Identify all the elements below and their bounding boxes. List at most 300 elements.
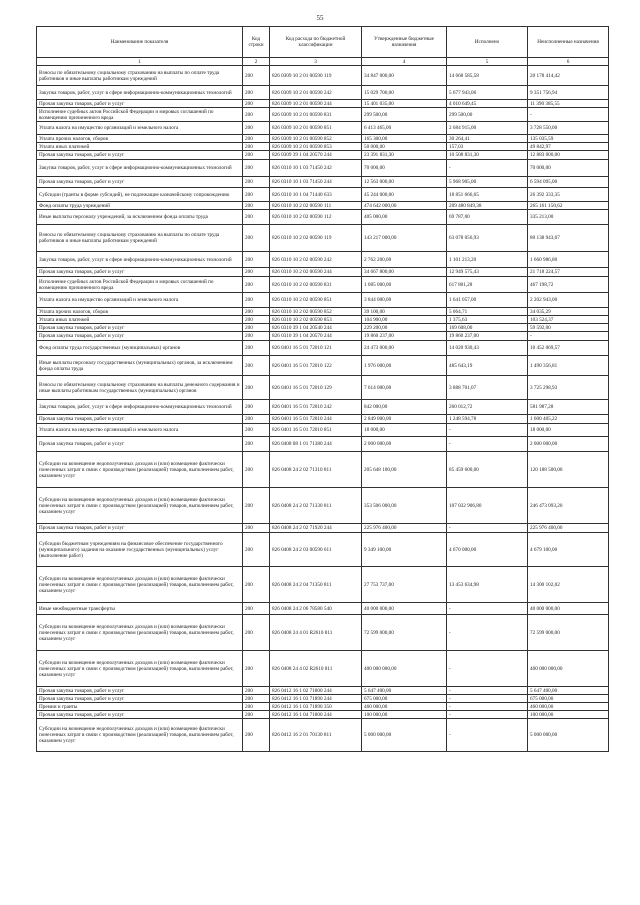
row-executed-cell: - xyxy=(447,687,528,695)
row-classification-cell: 826 0408 24 4 01 R2610 811 xyxy=(270,615,362,651)
row-name-cell: Фонд оплаты труда учреждений xyxy=(37,202,243,210)
row-name-cell: Закупка товаров, работ, услуг в сфере информационно-коммуникационных технологий xyxy=(37,160,243,177)
row-executed-cell: 85 459 600,00 xyxy=(447,452,528,488)
page-number: 55 xyxy=(316,14,324,22)
table-row xyxy=(37,316,609,324)
row-code-cell: 200 xyxy=(243,488,270,524)
row-name-cell: Субсидии на возмещение недополученных доходов и (или) возмещение фактически понесенных затрат в связи с производством (реализацией) товаров, выполнением работ, оказанием услуг xyxy=(37,651,243,687)
row-approved-cell: 2 000 000,00 xyxy=(362,437,447,452)
table-row xyxy=(37,108,609,122)
table-row xyxy=(37,341,609,356)
row-executed-cell: 260 012,72 xyxy=(447,400,528,415)
row-code-cell: 200 xyxy=(243,356,270,376)
row-executed-cell: - xyxy=(447,695,528,703)
table-row xyxy=(37,687,609,695)
table-row xyxy=(37,603,609,615)
row-remaining-cell: 11 390 385,55 xyxy=(528,100,609,108)
row-code-cell: 200 xyxy=(243,268,270,277)
row-name-cell: Прочая закупка товаров, работ и услуг xyxy=(37,268,243,277)
row-name-cell: Субсидии на возмещение недополученных доходов и (или) возмещение фактически понесенных затрат в связи с производством (реализацией) товаров, выполнением работ, оказанием услуг xyxy=(37,615,243,651)
row-approved-cell: 299 500,00 xyxy=(362,108,447,122)
row-name-cell: Субсидии бюджетным учреждениям на финансовое обеспечение государственного (муниципального) задания на оказание государственных (муниципальных) услуг (выполнение работ) xyxy=(37,533,243,567)
row-approved-cell: 205 648 100,00 xyxy=(362,452,447,488)
row-code-cell: 200 xyxy=(243,603,270,615)
row-code-cell: 200 xyxy=(243,316,270,324)
row-executed-cell: - xyxy=(447,615,528,651)
row-approved-cell: 2 849 000,00 xyxy=(362,415,447,424)
table-row xyxy=(37,356,609,376)
row-approved-cell: 675 000,00 xyxy=(362,695,447,703)
row-approved-cell: 474 642 000,00 xyxy=(362,202,447,210)
row-approved-cell: 27 753 737,00 xyxy=(362,567,447,603)
table-row xyxy=(37,703,609,711)
row-classification-cell: 826 0310 10 2 02 00590 831 xyxy=(270,277,362,293)
header-remaining: Неисполненные назначения xyxy=(528,27,609,58)
row-code-cell: 200 xyxy=(243,66,270,86)
row-remaining-cell: 135 035,59 xyxy=(528,135,609,143)
row-executed-cell: 14 668 585,58 xyxy=(447,66,528,86)
row-approved-cell: 9 349 100,00 xyxy=(362,533,447,567)
row-approved-cell: 15 029 700,00 xyxy=(362,86,447,100)
table-row xyxy=(37,293,609,308)
row-name-cell: Субсидии на возмещение недополученных доходов и (или) возмещение фактически понесенных затрат в связи с производством (реализацией) товаров, выполнением работ, оказанием услуг xyxy=(37,488,243,524)
row-classification-cell: 826 0310 10 2 02 00590 851 xyxy=(270,293,362,308)
row-remaining-cell: 18 000,00 xyxy=(528,424,609,437)
row-code-cell: 200 xyxy=(243,122,270,135)
row-approved-cell: 405 000,00 xyxy=(362,210,447,225)
row-name-cell: Закупка товаров, работ, услуг в сфере информационно-коммуникационных технологий xyxy=(37,252,243,268)
row-name-cell: Субсидии на возмещение недополученных доходов и (или) возмещение фактически понесенных затрат в связи с производством (реализацией) товаров, выполнением работ, оказанием услуг xyxy=(37,567,243,603)
row-classification-cell: 826 0412 16 1 03 71890 244 xyxy=(270,695,362,703)
row-remaining-cell: 49 842,97 xyxy=(528,143,609,151)
row-classification-cell: 826 0309 10 2 01 00590 831 xyxy=(270,108,362,122)
row-name-cell: Взносы по обязательному социальному страхованию на выплаты денежного содержания и иные выплаты работникам государственных (муниципальных) органов xyxy=(37,376,243,400)
table-row xyxy=(37,210,609,225)
row-classification-cell: 826 0408 24 2 04 71350 811 xyxy=(270,567,362,603)
row-approved-cell: 70 000,00 xyxy=(362,160,447,177)
row-name-cell: Прочая закупка товаров, работ и услуг xyxy=(37,437,243,452)
row-classification-cell: 826 0412 16 1 04 71800 244 xyxy=(270,711,362,719)
row-code-cell: 200 xyxy=(243,651,270,687)
row-executed-cell: 18 851 666,65 xyxy=(447,188,528,202)
row-code-cell: 200 xyxy=(243,135,270,143)
row-executed-cell: 299 500,00 xyxy=(447,108,528,122)
row-approved-cell: 143 217 000,00 xyxy=(362,225,447,252)
table-row xyxy=(37,135,609,143)
row-remaining-cell: 1 490 356,81 xyxy=(528,356,609,376)
row-approved-cell: 34 847 000,00 xyxy=(362,66,447,86)
row-executed-cell: - xyxy=(447,719,528,752)
row-code-cell: 200 xyxy=(243,695,270,703)
row-name-cell: Уплата иных платежей xyxy=(37,143,243,151)
row-classification-cell: 826 0408 24 2 02 71920 244 xyxy=(270,524,362,533)
row-executed-cell: - xyxy=(447,437,528,452)
row-remaining-cell: 335 213,00 xyxy=(528,210,609,225)
row-remaining-cell: 2 000 000,00 xyxy=(528,437,609,452)
row-executed-cell: 5 677 943,06 xyxy=(447,86,528,100)
table-row xyxy=(37,308,609,316)
row-executed-cell: 5 968 905,00 xyxy=(447,177,528,188)
row-name-cell: Прочая закупка товаров, работ и услуг xyxy=(37,415,243,424)
row-remaining-cell: 26 392 333,35 xyxy=(528,188,609,202)
row-remaining-cell: 675 000,00 xyxy=(528,695,609,703)
row-approved-cell: 39 100,00 xyxy=(362,308,447,316)
row-classification-cell: 826 0401 16 5 01 72010 122 xyxy=(270,356,362,376)
table-row xyxy=(37,400,609,415)
row-executed-cell: 4 010 649,45 xyxy=(447,100,528,108)
table-row xyxy=(37,332,609,341)
table-row xyxy=(37,268,609,277)
table-row xyxy=(37,188,609,202)
row-name-cell: Прочая закупка товаров, работ и услуг xyxy=(37,695,243,703)
row-executed-cell: 1 375,63 xyxy=(447,316,528,324)
row-executed-cell: 1 248 594,78 xyxy=(447,415,528,424)
table-row xyxy=(37,695,609,703)
row-approved-cell: 165 300,00 xyxy=(362,135,447,143)
row-name-cell: Уплата прочих налогов, сборов xyxy=(37,308,243,316)
row-classification-cell: 826 0310 39 1 04 20570 244 xyxy=(270,332,362,341)
row-executed-cell: 169 608,00 xyxy=(447,324,528,332)
row-approved-cell: 40 000 000,00 xyxy=(362,603,447,615)
column-number: 2 xyxy=(243,58,270,66)
row-classification-cell: 826 0408 24 2 02 71310 811 xyxy=(270,452,362,488)
row-classification-cell: 826 0310 10 2 02 00590 111 xyxy=(270,202,362,210)
row-remaining-cell: 12 883 000,00 xyxy=(528,151,609,160)
row-classification-cell: 826 0310 10 1 03 71450 244 xyxy=(270,177,362,188)
row-name-cell: Взносы по обязательному социальному страхованию на выплаты по оплате труда работников и иные выплаты работникам учреждений xyxy=(37,66,243,86)
row-classification-cell: 826 0408 24 2 03 00590 611 xyxy=(270,533,362,567)
header-code: Код строки xyxy=(243,27,270,58)
table-row xyxy=(37,424,609,437)
row-classification-cell: 826 0309 10 2 01 00590 244 xyxy=(270,100,362,108)
row-executed-cell: 2 684 915,00 xyxy=(447,122,528,135)
row-classification-cell: 826 0310 10 2 02 00590 119 xyxy=(270,225,362,252)
row-executed-cell: - xyxy=(447,703,528,711)
row-executed-cell: - xyxy=(447,711,528,719)
row-approved-cell: 18 000,00 xyxy=(362,424,447,437)
row-code-cell: 200 xyxy=(243,341,270,356)
table-header xyxy=(37,27,609,58)
table-row xyxy=(37,533,609,567)
row-classification-cell: 826 0310 10 2 02 00590 852 xyxy=(270,308,362,316)
row-remaining-cell: 4 679 100,00 xyxy=(528,533,609,567)
row-name-cell: Прочая закупка товаров, работ и услуг xyxy=(37,100,243,108)
row-classification-cell: 826 0412 16 1 03 71890 350 xyxy=(270,703,362,711)
row-classification-cell: 826 0310 10 2 02 00590 242 xyxy=(270,252,362,268)
row-executed-cell: 617 801,28 xyxy=(447,277,528,293)
row-classification-cell: 826 0309 10 2 01 00590 851 xyxy=(270,122,362,135)
row-name-cell: Уплата налога на имущество организаций и земельного налога xyxy=(37,293,243,308)
row-classification-cell: 826 0309 10 2 01 00590 242 xyxy=(270,86,362,100)
row-code-cell: 200 xyxy=(243,293,270,308)
row-code-cell: 200 xyxy=(243,332,270,341)
column-number: 1 xyxy=(37,58,243,66)
row-executed-cell: 1 101 213,20 xyxy=(447,252,528,268)
row-executed-cell: - xyxy=(447,424,528,437)
row-approved-cell: 229 200,00 xyxy=(362,324,447,332)
row-approved-cell: 23 391 831,30 xyxy=(362,151,447,160)
table-row xyxy=(37,252,609,268)
row-code-cell: 200 xyxy=(243,533,270,567)
row-approved-cell: 353 506 000,00 xyxy=(362,488,447,524)
row-code-cell: 200 xyxy=(243,324,270,332)
row-remaining-cell: 5 647 400,00 xyxy=(528,687,609,695)
table-row xyxy=(37,177,609,188)
row-code-cell: 200 xyxy=(243,210,270,225)
row-remaining-cell: 3 725 298,93 xyxy=(528,376,609,400)
row-name-cell: Взносы по обязательному социальному страхованию на выплаты по оплате труда работников и иные выплаты работникам учреждений xyxy=(37,225,243,252)
row-remaining-cell: 460 000,00 xyxy=(528,703,609,711)
table-row xyxy=(37,160,609,177)
row-code-cell: 200 xyxy=(243,400,270,415)
table-row xyxy=(37,66,609,86)
row-remaining-cell: 581 987,28 xyxy=(528,400,609,415)
row-remaining-cell: 1 600 405,22 xyxy=(528,415,609,424)
row-executed-cell: - xyxy=(447,160,528,177)
table-row xyxy=(37,151,609,160)
row-approved-cell: 225 976 400,00 xyxy=(362,524,447,533)
header-name: Наименование показателя xyxy=(37,27,243,58)
row-name-cell: Уплата прочих налогов, сборов xyxy=(37,135,243,143)
row-approved-cell: 1 085 000,00 xyxy=(362,277,447,293)
row-approved-cell: 104 900,00 xyxy=(362,316,447,324)
row-classification-cell: 826 0412 16 2 01 70130 811 xyxy=(270,719,362,752)
table-row xyxy=(37,615,609,651)
row-name-cell: Уплата налога на имущество организаций и земельного налога xyxy=(37,424,243,437)
row-approved-cell: 45 244 000,00 xyxy=(362,188,447,202)
row-executed-cell: 107 032 906,80 xyxy=(447,488,528,524)
row-approved-cell: 1 976 000,00 xyxy=(362,356,447,376)
table-row xyxy=(37,202,609,210)
row-approved-cell: 460 000,00 xyxy=(362,703,447,711)
row-name-cell: Иные межбюджетные трансферты xyxy=(37,603,243,615)
row-code-cell: 200 xyxy=(243,376,270,400)
row-classification-cell: 826 0309 10 2 01 00590 853 xyxy=(270,143,362,151)
row-code-cell: 200 xyxy=(243,202,270,210)
row-classification-cell: 826 0310 10 2 02 00590 112 xyxy=(270,210,362,225)
row-remaining-cell: 70 000,00 xyxy=(528,160,609,177)
table-row xyxy=(37,437,609,452)
row-code-cell: 200 xyxy=(243,452,270,488)
row-code-cell: 200 xyxy=(243,160,270,177)
row-classification-cell: 826 0408 24 2 02 71330 811 xyxy=(270,488,362,524)
row-classification-cell: 826 0310 10 1 04 71440 633 xyxy=(270,188,362,202)
row-remaining-cell: 72 599 000,00 xyxy=(528,615,609,651)
column-number: 4 xyxy=(362,58,447,66)
row-approved-cell: 2 762 200,00 xyxy=(362,252,447,268)
row-remaining-cell: 14 300 102,02 xyxy=(528,567,609,603)
row-remaining-cell: 2 202 943,00 xyxy=(528,293,609,308)
row-name-cell: Уплата налога на имущество организаций и земельного налога xyxy=(37,122,243,135)
row-remaining-cell: 400 000 000,00 xyxy=(528,651,609,687)
row-approved-cell: 400 000 000,00 xyxy=(362,651,447,687)
row-remaining-cell: - xyxy=(528,332,609,341)
row-code-cell: 200 xyxy=(243,277,270,293)
row-classification-cell: 826 0309 39 1 04 20570 244 xyxy=(270,151,362,160)
row-remaining-cell: 3 728 550,00 xyxy=(528,122,609,135)
row-approved-cell: 50 000,00 xyxy=(362,143,447,151)
row-executed-cell: 30 264,41 xyxy=(447,135,528,143)
row-name-cell: Субсидии на возмещение недополученных доходов и (или) возмещение фактически понесенных затрат в связи с производством (реализацией) товаров, выполнением работ, оказанием услуг xyxy=(37,452,243,488)
row-approved-cell: 24 473 000,00 xyxy=(362,341,447,356)
row-executed-cell: 3 888 701,07 xyxy=(447,376,528,400)
row-name-cell: Субсидии на возмещение недополученных доходов и (или) возмещение фактически понесенных затрат в связи с производством (реализацией) товаров, выполнением работ, оказанием услуг xyxy=(37,719,243,752)
row-executed-cell: - xyxy=(447,524,528,533)
row-name-cell: Прочая закупка товаров, работ и услуг xyxy=(37,332,243,341)
row-code-cell: 200 xyxy=(243,524,270,533)
row-executed-cell: - xyxy=(447,651,528,687)
table-row xyxy=(37,488,609,524)
row-code-cell: 200 xyxy=(243,143,270,151)
row-classification-cell: 826 0401 16 5 01 72010 129 xyxy=(270,376,362,400)
row-code-cell: 200 xyxy=(243,424,270,437)
row-remaining-cell: 10 452 069,57 xyxy=(528,341,609,356)
row-code-cell: 200 xyxy=(243,188,270,202)
row-code-cell: 200 xyxy=(243,703,270,711)
table-row xyxy=(37,86,609,100)
row-code-cell: 200 xyxy=(243,86,270,100)
table-row xyxy=(37,225,609,252)
row-classification-cell: 826 0408 24 2 06 78580 540 xyxy=(270,603,362,615)
table-body xyxy=(37,58,609,752)
row-name-cell: Прочая закупка товаров, работ и услуг xyxy=(37,324,243,332)
row-code-cell: 200 xyxy=(243,687,270,695)
row-classification-cell: 826 0412 16 1 02 71800 244 xyxy=(270,687,362,695)
row-approved-cell: 72 599 000,00 xyxy=(362,615,447,651)
row-executed-cell: - xyxy=(447,603,528,615)
row-remaining-cell: 246 473 093,20 xyxy=(528,488,609,524)
row-name-cell: Прочая закупка товаров, работ и услуг xyxy=(37,687,243,695)
row-classification-cell: 826 0309 10 2 01 00590 119 xyxy=(270,66,362,86)
row-executed-cell: 1 641 057,00 xyxy=(447,293,528,308)
row-classification-cell: 826 0309 10 2 01 00590 852 xyxy=(270,135,362,143)
row-name-cell: Закупка товаров, работ, услуг в сфере информационно-коммуникационных технологий xyxy=(37,86,243,100)
row-classification-cell: 826 0401 16 5 01 72010 244 xyxy=(270,415,362,424)
header-approved: Утвержденные бюджетные назначения xyxy=(362,27,447,58)
row-name-cell: Иные выплаты персоналу учреждений, за исключением фонда оплаты труда xyxy=(37,210,243,225)
table-row xyxy=(37,324,609,332)
row-remaining-cell: 100 000,00 xyxy=(528,711,609,719)
row-remaining-cell: 9 351 756,94 xyxy=(528,86,609,100)
row-remaining-cell: - xyxy=(528,108,609,122)
row-executed-cell: 12 949 575,43 xyxy=(447,268,528,277)
row-remaining-cell: 59 592,00 xyxy=(528,324,609,332)
row-executed-cell: 69 787,00 xyxy=(447,210,528,225)
row-remaining-cell: 1 660 986,80 xyxy=(528,252,609,268)
row-name-cell: Уплата иных платежей xyxy=(37,316,243,324)
row-code-cell: 200 xyxy=(243,711,270,719)
column-number-row xyxy=(37,58,609,66)
row-code-cell: 200 xyxy=(243,177,270,188)
row-approved-cell: 15 401 035,00 xyxy=(362,100,447,108)
row-remaining-cell: 34 035,29 xyxy=(528,308,609,316)
row-approved-cell: 5 647 400,00 xyxy=(362,687,447,695)
row-code-cell: 200 xyxy=(243,567,270,603)
row-executed-cell: 14 020 930,43 xyxy=(447,341,528,356)
column-number: 3 xyxy=(270,58,362,66)
row-name-cell: Прочая закупка товаров, работ и услуг xyxy=(37,711,243,719)
row-remaining-cell: 225 976 400,00 xyxy=(528,524,609,533)
row-approved-cell: 34 667 800,00 xyxy=(362,268,447,277)
budget-execution-table xyxy=(36,26,609,752)
row-classification-cell: 826 0310 10 2 02 00590 244 xyxy=(270,268,362,277)
table-row xyxy=(37,100,609,108)
row-classification-cell: 826 0310 10 2 02 00590 853 xyxy=(270,316,362,324)
header-classification: Код расхода по бюджетной классификации xyxy=(270,27,362,58)
row-remaining-cell: 5 000 000,00 xyxy=(528,719,609,752)
row-remaining-cell: 40 000 000,00 xyxy=(528,603,609,615)
row-classification-cell: 826 0310 39 1 04 20540 244 xyxy=(270,324,362,332)
row-executed-cell: 13 453 634,98 xyxy=(447,567,528,603)
row-approved-cell: 7 614 000,00 xyxy=(362,376,447,400)
row-name-cell: Исполнение судебных актов Российской Федерации и мировых соглашений по возмещению причиненного вреда xyxy=(37,108,243,122)
row-name-cell: Прочая закупка товаров, работ и услуг xyxy=(37,151,243,160)
row-executed-cell: 5 064,71 xyxy=(447,308,528,316)
table-row xyxy=(37,143,609,151)
row-code-cell: 200 xyxy=(243,415,270,424)
column-number: 6 xyxy=(528,58,609,66)
row-name-cell: Фонд оплаты труда государственных (муниципальных) органов xyxy=(37,341,243,356)
table-row xyxy=(37,122,609,135)
row-code-cell: 200 xyxy=(243,308,270,316)
row-approved-cell: 19 860 237,00 xyxy=(362,332,447,341)
row-classification-cell: 826 0401 16 5 01 72010 851 xyxy=(270,424,362,437)
table-row xyxy=(37,524,609,533)
row-code-cell: 200 xyxy=(243,437,270,452)
row-classification-cell: 826 0408 24 4 02 R2610 811 xyxy=(270,651,362,687)
row-code-cell: 200 xyxy=(243,108,270,122)
row-executed-cell: 63 078 056,93 xyxy=(447,225,528,252)
row-name-cell: Премии и гранты xyxy=(37,703,243,711)
row-remaining-cell: 467 198,72 xyxy=(528,277,609,293)
row-classification-cell: 826 0408 08 1 01 71380 244 xyxy=(270,437,362,452)
row-name-cell: Исполнение судебных актов Российской Федерации и мировых соглашений по возмещению причиненного вреда xyxy=(37,277,243,293)
row-approved-cell: 5 000 000,00 xyxy=(362,719,447,752)
row-remaining-cell: 21 718 224,57 xyxy=(528,268,609,277)
row-remaining-cell: 20 178 414,42 xyxy=(528,66,609,86)
row-classification-cell: 826 0401 16 5 01 72010 121 xyxy=(270,341,362,356)
row-executed-cell: 10 508 831,30 xyxy=(447,151,528,160)
row-remaining-cell: 265 161 150,62 xyxy=(528,202,609,210)
row-executed-cell: 485 643,19 xyxy=(447,356,528,376)
row-remaining-cell: 80 138 943,07 xyxy=(528,225,609,252)
row-code-cell: 200 xyxy=(243,719,270,752)
row-name-cell: Субсидии (гранты в форме субсидий), не подлежащие казначейскому сопровождению xyxy=(37,188,243,202)
table-row xyxy=(37,415,609,424)
row-approved-cell: 842 000,00 xyxy=(362,400,447,415)
row-code-cell: 200 xyxy=(243,225,270,252)
row-executed-cell: 157,03 xyxy=(447,143,528,151)
table-row xyxy=(37,567,609,603)
row-code-cell: 200 xyxy=(243,615,270,651)
row-approved-cell: 3 844 000,00 xyxy=(362,293,447,308)
row-classification-cell: 826 0310 10 1 03 71450 242 xyxy=(270,160,362,177)
row-code-cell: 200 xyxy=(243,100,270,108)
row-name-cell: Прочая закупка товаров, работ и услуг xyxy=(37,524,243,533)
table-row xyxy=(37,277,609,293)
table-row xyxy=(37,452,609,488)
row-executed-cell: 4 670 000,00 xyxy=(447,533,528,567)
row-executed-cell: 19 860 237,00 xyxy=(447,332,528,341)
table-row xyxy=(37,719,609,752)
table-row xyxy=(37,711,609,719)
row-code-cell: 200 xyxy=(243,252,270,268)
row-approved-cell: 6 413 465,00 xyxy=(362,122,447,135)
row-classification-cell: 826 0401 16 5 01 72010 242 xyxy=(270,400,362,415)
row-code-cell: 200 xyxy=(243,151,270,160)
row-remaining-cell: 120 188 500,00 xyxy=(528,452,609,488)
row-executed-cell: 209 480 849,38 xyxy=(447,202,528,210)
